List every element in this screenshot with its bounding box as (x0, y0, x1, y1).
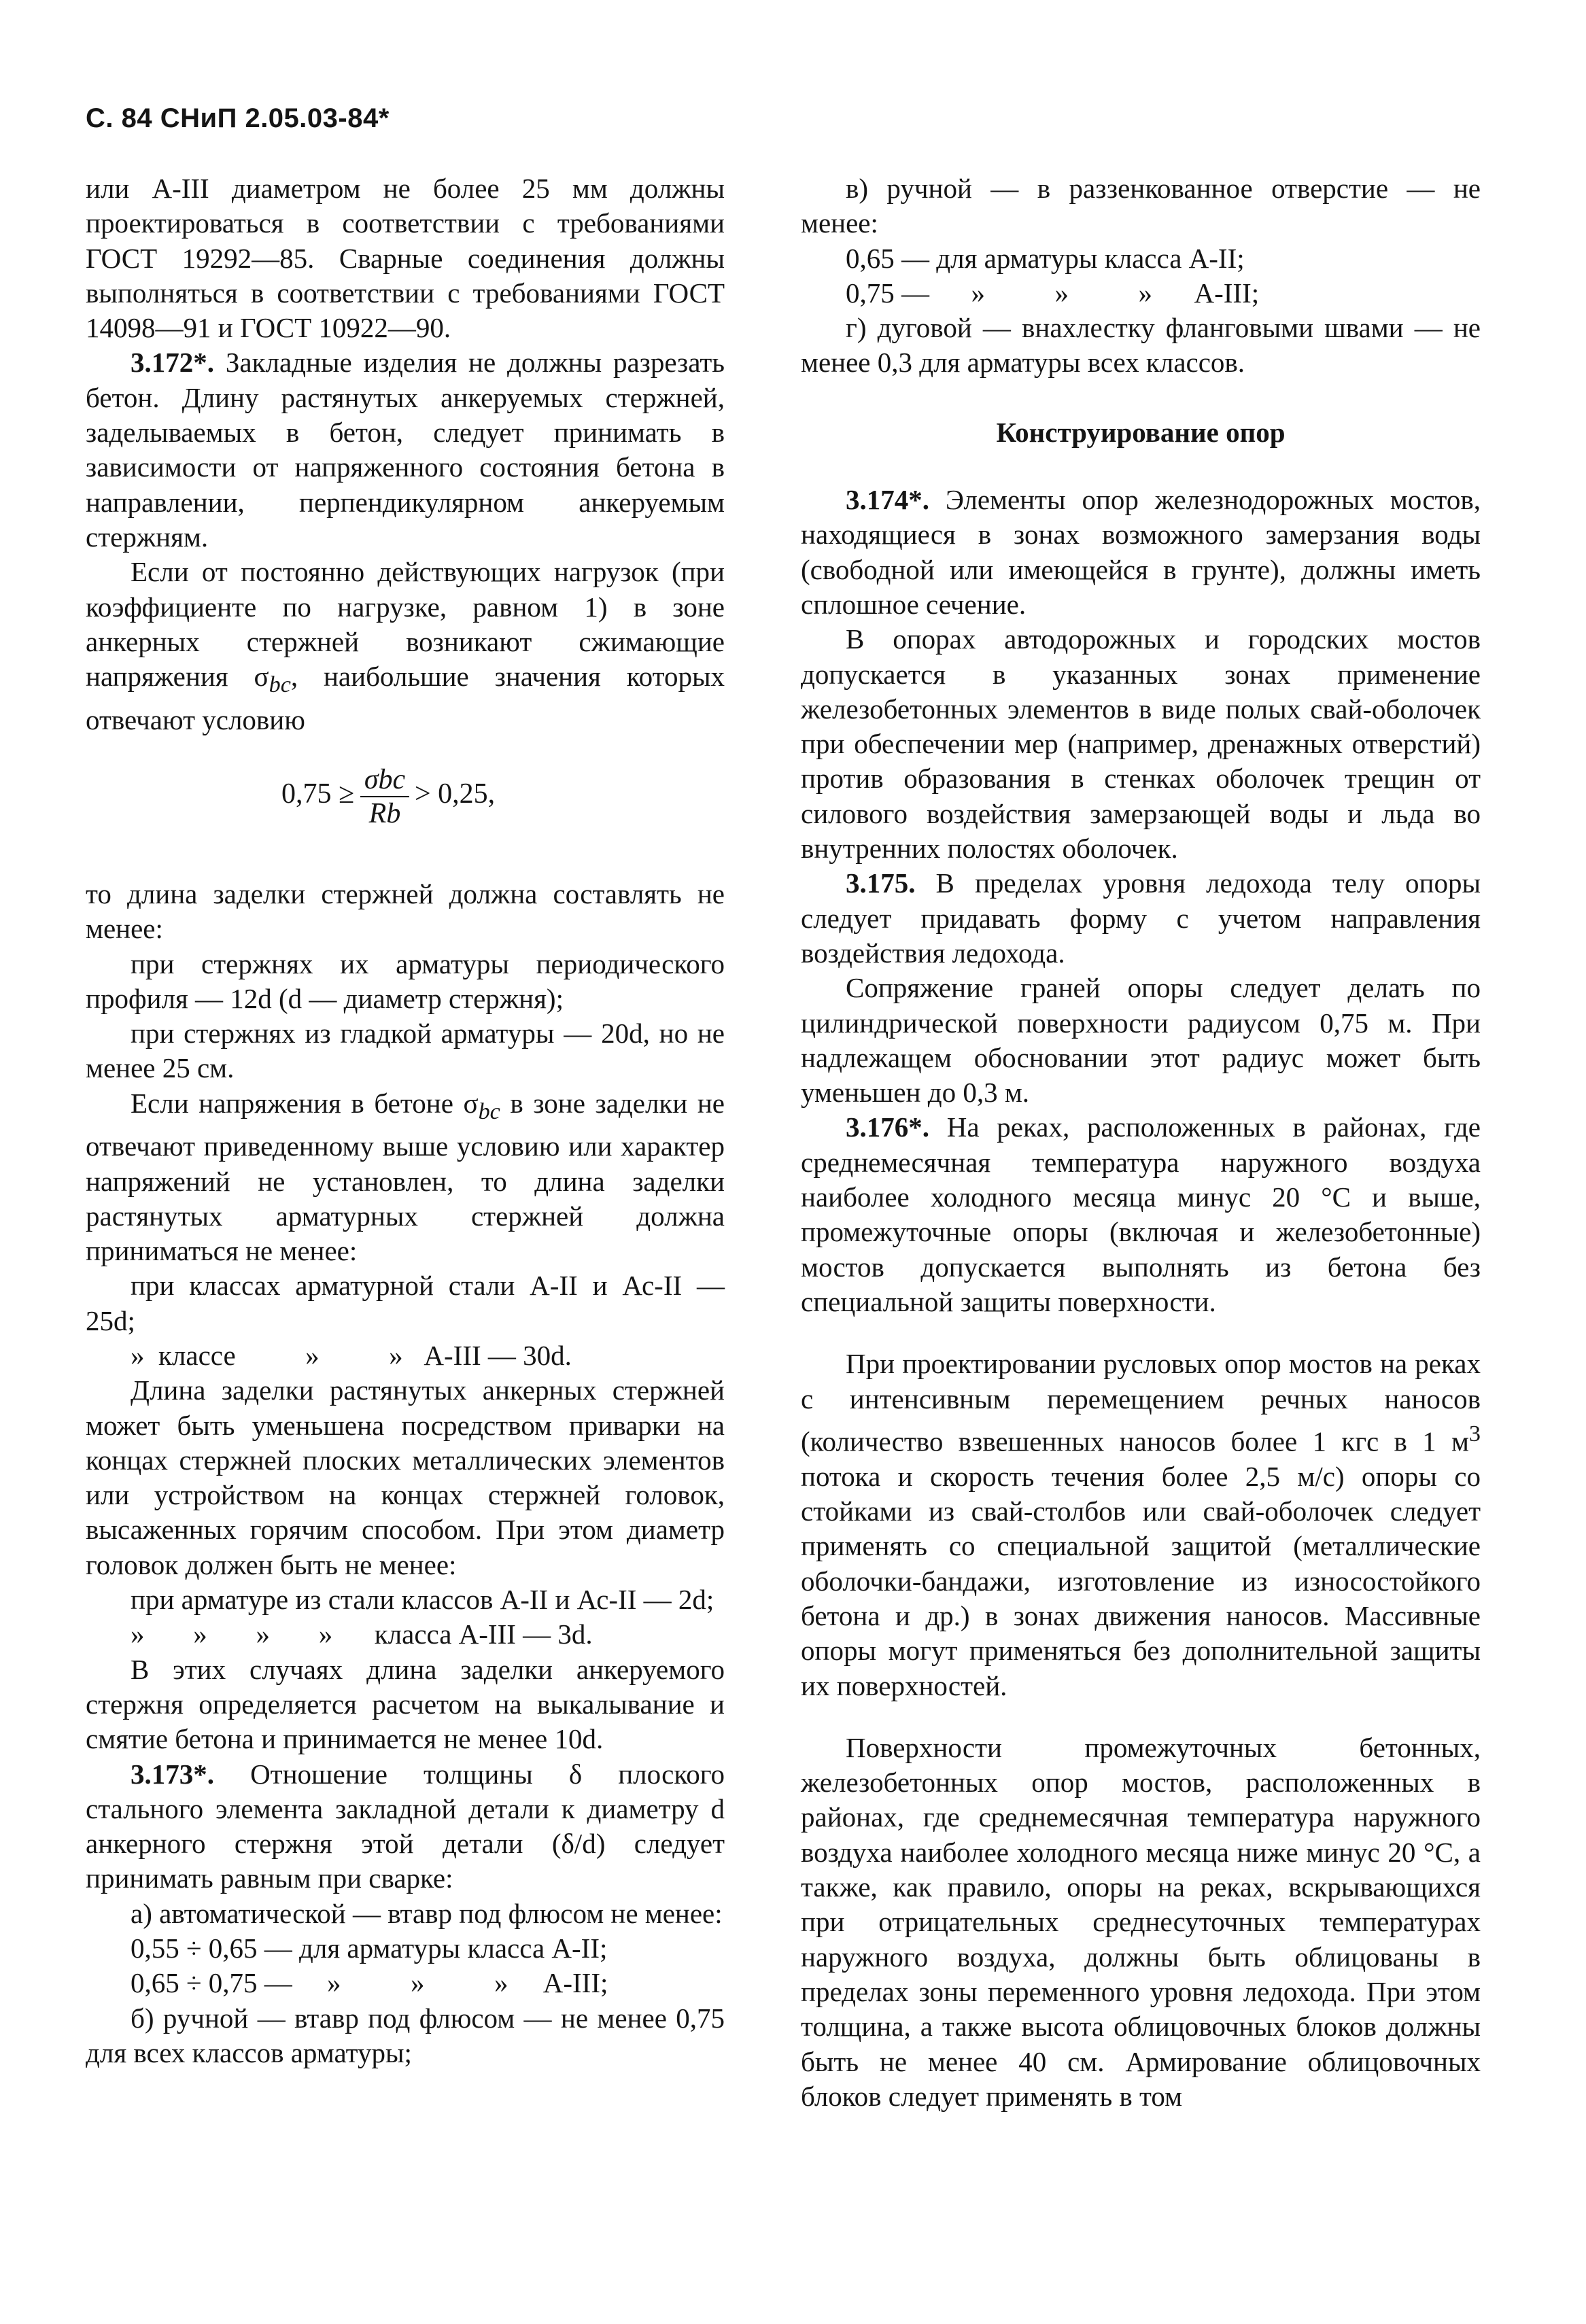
section-heading: Конструирование опор (996, 416, 1286, 448)
clause-number: 3.173*. (131, 1758, 214, 1790)
list-item: 0,65 ÷ 0,75 — » » » А-III; (131, 1967, 608, 1999)
clause-number: 3.172*. (131, 347, 214, 379)
list-item: при арматуре из стали классов А-II и Ас-II — 2d; (131, 1584, 714, 1616)
paragraph: В опорах автодорожных и городских мостов допускается в указанных зонах применение железобетонных элементов в виде полых свай-оболочек при обеспечении мер (например, дренажных отверстий) против образования в стенках оболочек трещин от силового воздействия замерзающей воды и льда во внутренних полостях оболочек. (801, 623, 1481, 865)
list-item: б) ручной — втавр под флюсом — не менее 0,75 для всех классов арматуры; (86, 2002, 725, 2068)
clause-text: Отношение толщины δ плоского стального элемента закладной детали к диаметру d анкерного стержня этой детали (δ/d) следует принимать равным при сварке: (86, 1758, 725, 1894)
list-item: г) дуговой — внахлестку фланговыми швами — не менее 0,3 для арматуры всех классов. (801, 312, 1481, 379)
clause-text: Элементы опор железнодорожных мостов, находящиеся в зонах возможного замерзания воды (свободной или имеющейся в грунте), должны иметь сплошное сечение. (801, 484, 1481, 620)
formula-denominator: Rb (368, 797, 401, 829)
left-column (86, 171, 725, 2070)
list-item: 0,65 — для арматуры класса А-II; (846, 242, 1245, 274)
paragraph: Поверхности промежуточных бетонных, железобетонных опор мостов, расположенных в районах, где среднемесячная температура наружного воздуха наиболее холодного месяца ниже минус 20 °С, а также, как правило, опоры на реках, вскрывающихся при отрицательных среднесуточных температурах наружного воздуха, должны быть облицованы в пределах зоны переменного уровня ледохода. При этом толщина, а также высота облицовочных блоков должны быть не менее 40 см. Армирование облицовочных блоков следует применять в том (801, 1731, 1481, 2112)
text-part: Если от постоянно действующих нагрузок (при коэффициенте по нагрузке, равном 1) в зоне анкерных стержней возникают сжимающие напряжения σ (86, 556, 725, 693)
page-header: С. 84 СНиП 2.05.03-84* (86, 103, 390, 133)
text-part: потока и скорость течения более 2,5 м/с) опоры со стойками из свай-столбов или свай-оболочек следует применять со специальной защитой (металлические оболочки-бандажи, изготовление из износостойкого бетона и др.) в зонах движения наносов. Массивные опоры могут применяться без дополнительной защиты их поверхностей. (801, 1460, 1481, 1701)
right-column (801, 171, 1481, 2114)
list-item: при стержнях их арматуры периодического профиля — 12d (d — диаметр стержня); (86, 948, 725, 1014)
list-item: при классах арматурной стали А-II и Ас-II — 25d; (86, 1270, 725, 1336)
paragraph (86, 1086, 725, 1269)
formula-fraction (360, 763, 409, 830)
paragraph: то длина заделки стержней должна составлять не менее: (86, 878, 725, 945)
list-item: 0,75 — » » » А-III; (846, 277, 1260, 309)
paragraph (86, 555, 725, 738)
paragraph (801, 1347, 1481, 1703)
list-item: » » » » класса А-III — 3d. (131, 1618, 593, 1650)
clause-text: В пределах уровня ледохода телу опоры следует придавать форму с учетом направления воздействия ледохода. (801, 867, 1481, 969)
clause-3-175 (801, 866, 1481, 971)
subscript: bc (478, 1098, 500, 1124)
list-item: а) автоматической — втавр под флюсом не менее: (131, 1897, 723, 1929)
list-item: в) ручной — в раззенкованное отверстие — не менее: (801, 173, 1481, 239)
clause-text: Закладные изделия не должны разрезать бетон. Длину растянутых анкеруемых стержней, заделываемых в бетон, следует принимать в зависимости от напряженного состояния бетона в направлении, перпендикулярном анкеруемым стержням. (86, 347, 725, 553)
paragraph: Длина заделки растянутых анкерных стержней может быть уменьшена посредством приварки на концах стержней плоских металлических элементов или устройством на концах стержней головок, высаженных горячим способом. При этом диаметр головок должен быть не менее: (86, 1374, 725, 1580)
paragraph: В этих случаях длина заделки анкеруемого стержня определяется расчетом на выкалывание и смятие бетона и принимается не менее 10d. (86, 1653, 725, 1755)
text-part: в зоне заделки не отвечают приведенному выше условию или характер напряжений не установлен, то длина заделки растянутых арматурных стержней должна приниматься не менее: (86, 1087, 725, 1267)
clause-3-173 (86, 1757, 725, 1896)
clause-3-176 (801, 1110, 1481, 1319)
formula-rhs: > 0,25, (415, 778, 496, 810)
clause-3-172 (86, 345, 725, 555)
superscript: 3 (1468, 1421, 1481, 1446)
clause-number: 3.174*. (846, 484, 929, 516)
list-item: 0,55 ÷ 0,65 — для арматуры класса А-II; (131, 1932, 608, 1964)
text-part: Если напряжения в бетоне σ (131, 1087, 479, 1119)
clause-number: 3.176*. (846, 1111, 929, 1143)
subscript: bc (269, 672, 291, 698)
text-part: При проектировании русловых опор мостов на реках с интенсивным перемещением речных наносов (количество взвешенных наносов более 1 кгс в 1 м (801, 1348, 1481, 1457)
text-part: , наибольшие значения которых отвечают условию (86, 661, 725, 735)
paragraph: или А-III диаметром не более 25 мм должны проектироваться в соответствии с требованиями ГОСТ 19292—85. Сварные соединения должны выполняться в соответствии с требованиями ГОСТ 14098—91 и ГОСТ 10922—90. (86, 173, 725, 344)
clause-3-174 (801, 483, 1481, 622)
paragraph: Сопряжение граней опоры следует делать по цилиндрической поверхности радиусом 0,75 м. При надлежащем обосновании этот радиус может быть уменьшен до 0,3 м. (801, 972, 1481, 1109)
list-item: при стержнях из гладкой арматуры — 20d, но не менее 25 см. (86, 1018, 725, 1084)
formula-numerator: σbc (360, 763, 409, 797)
clause-text: На реках, расположенных в районах, где среднемесячная температура наружного воздуха наиболее холодного месяца минус 20 °С и выше, промежуточные опоры (включая и железобетонные) мостов допускается выполнять из бетона без специальной защиты поверхности. (801, 1111, 1481, 1317)
formula (86, 738, 725, 877)
formula-lhs: 0,75 ≥ (281, 778, 355, 810)
list-item: » классе » » А-III — 30d. (131, 1339, 572, 1371)
clause-number: 3.175. (846, 867, 916, 899)
